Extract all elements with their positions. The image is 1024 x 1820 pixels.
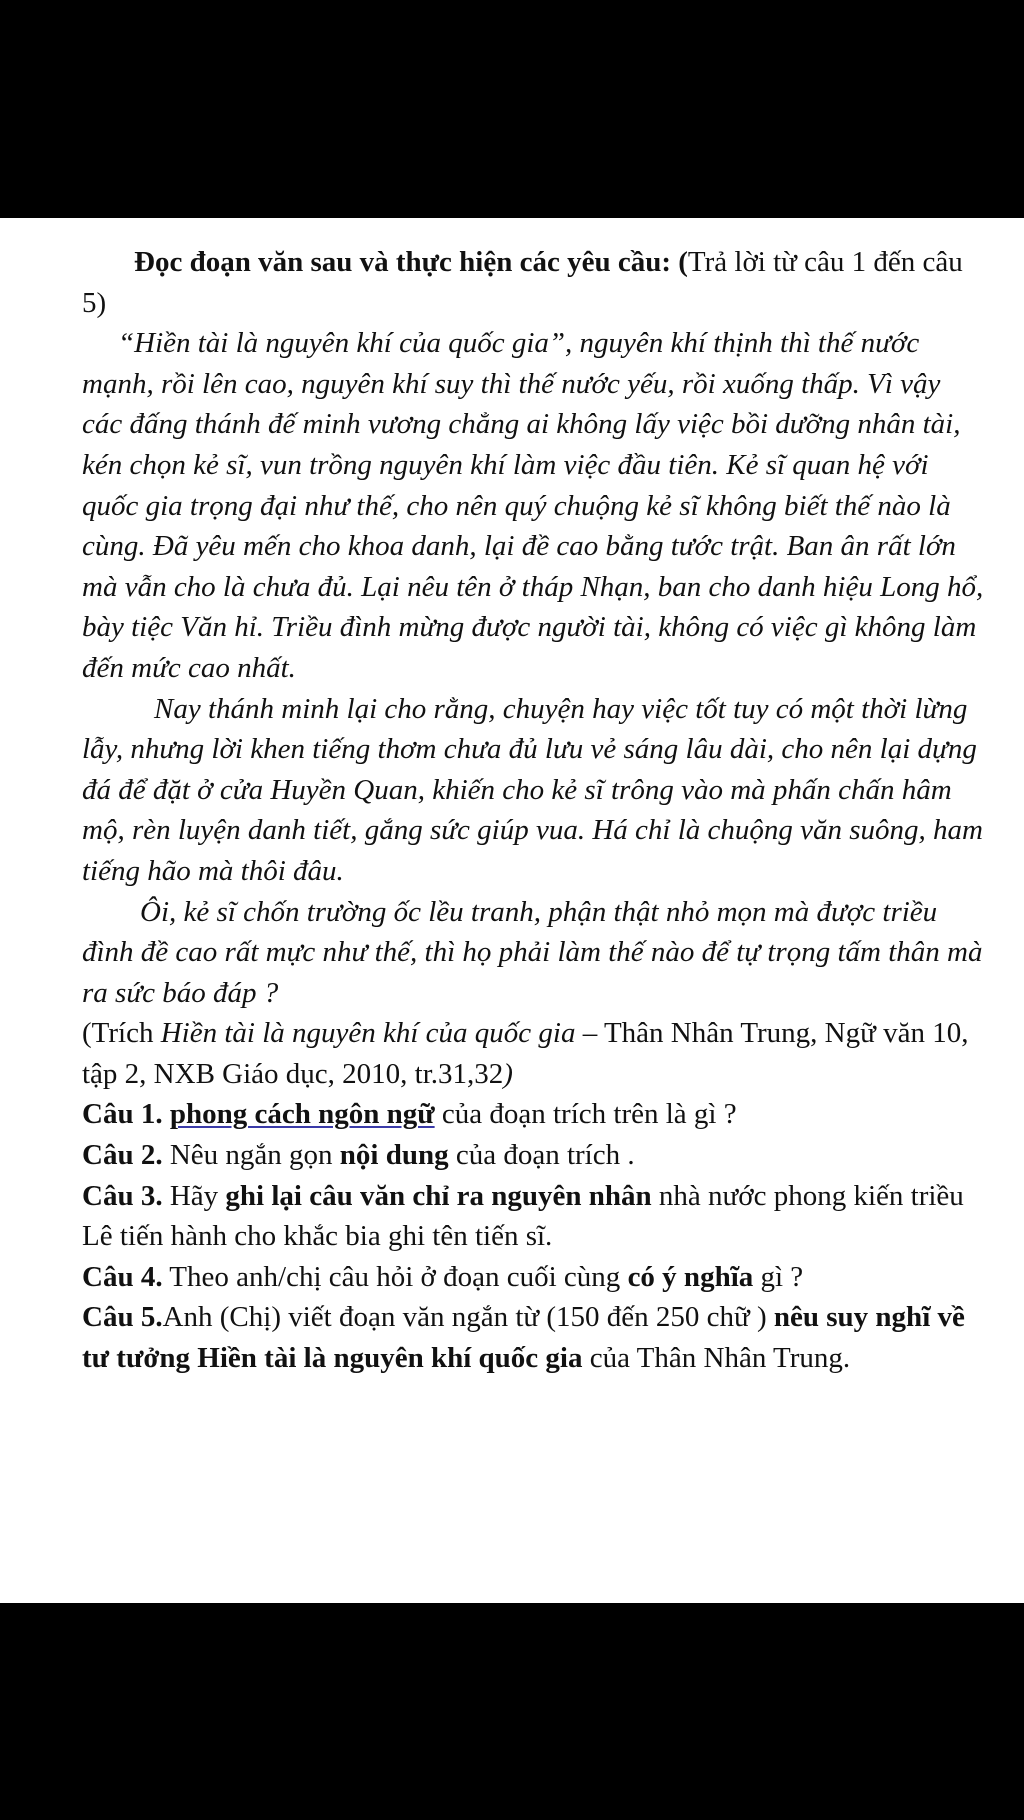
question-3-pre: Hãy	[162, 1179, 226, 1212]
question-1-label: Câu 1.	[82, 1098, 170, 1131]
question-4-label: Câu 4.	[82, 1260, 163, 1293]
question-3-emphasis: ghi lại câu văn chỉ ra nguyên nhân	[225, 1179, 652, 1212]
passage-paragraph-3: Ôi, kẻ sĩ chốn trường ốc lều tranh, phận thật nhỏ mọn mà được triều đình đề cao rất mực như thế, thì họ phải làm thế nào để tự trọng tấm thân mà ra sức báo đáp ?	[82, 895, 983, 1009]
question-1	[82, 1094, 984, 1135]
question-2-label: Câu 2.	[82, 1139, 163, 1172]
question-3-label: Câu 3.	[82, 1179, 163, 1212]
question-5-label: Câu 5.	[82, 1301, 163, 1334]
instruction-line	[82, 242, 984, 323]
instruction-bold: Đọc đoạn văn sau và thực hiện các yêu cầu: (	[134, 246, 688, 278]
question-1-text: của đoạn trích trên là gì ?	[434, 1098, 737, 1131]
question-4-emphasis: có ý nghĩa	[627, 1260, 754, 1293]
citation-open: (Trích	[82, 1017, 161, 1050]
question-5-pre: Anh (Chị) viết đoạn văn ngắn từ (150 đến 250 chữ )	[162, 1301, 767, 1334]
question-4-text: gì ?	[753, 1260, 804, 1293]
question-2	[82, 1135, 984, 1176]
citation	[82, 1013, 984, 1094]
question-1-emphasis: phong cách ngôn ngữ	[169, 1098, 435, 1131]
question-3-text: nhà nước phong kiến triều Lê tiến hành cho khắc bia ghi tên tiến sĩ.	[82, 1179, 964, 1253]
question-4	[82, 1257, 984, 1298]
passage-paragraph-2: Nay thánh minh lại cho rằng, chuyện hay việc tốt tuy có một thời lừng lẫy, nhưng lời khen tiếng thơm chưa đủ lưu vẻ sáng lâu dài, cho nên lại dựng đá để đặt ở cửa Huyền Quan, khiến cho kẻ sĩ trông vào mà phấn chấn hâm mộ, rèn luyện danh tiết, gắng sức giúp vua. Há chỉ là chuộng văn suông, ham tiếng hão mà thôi đâu.	[82, 692, 983, 887]
instruction-rest: Trả lời từ câu 1 đến câu 5)	[82, 246, 963, 319]
question-2-text: của đoạn trích .	[448, 1139, 635, 1172]
question-5-text: của Thân Nhân Trung.	[582, 1342, 851, 1375]
passage-paragraph-1: “Hiền tài là nguyên khí của quốc gia”, nguyên khí thịnh thì thế nước mạnh, rồi lên cao, nguyên khí suy thì thế nước yếu, rồi xuống thấp. Vì vậy các đấng thánh đế minh vương chẳng ai không lấy việc bồi dưỡng nhân tài, kén chọn kẻ sĩ, vun trồng nguyên khí làm việc đầu tiên. Kẻ sĩ quan hệ với quốc gia trọng đại như thế, cho nên quý chuộng kẻ sĩ không biết thế nào là cùng. Đã yêu mến cho khoa danh, lại đề cao bằng tước trật. Ban ân rất lớn mà vẫn cho là chưa đủ. Lại nêu tên ở tháp Nhạn, ban cho danh hiệu Long hổ, bày tiệc Văn hỉ. Triều đình mừng được người tài, không có việc gì không làm đến mức cao nhất.	[82, 327, 984, 684]
citation-close: )	[503, 1057, 513, 1090]
question-2-pre: Nêu ngắn gọn	[162, 1139, 340, 1172]
question-4-pre: Theo anh/chị câu hỏi ở đoạn cuối cùng	[162, 1260, 628, 1293]
question-5	[82, 1297, 984, 1378]
citation-title: Hiền tài là nguyên khí của quốc gia	[160, 1017, 576, 1050]
document-page	[0, 218, 1024, 1603]
question-5-emphasis: nêu suy nghĩ về tư tưởng Hiền tài là nguyên khí quốc gia	[82, 1301, 965, 1375]
citation-rest: – Thân Nhân Trung, Ngữ văn 10, tập 2, NXB Giáo dục, 2010, tr.31,32	[82, 1017, 969, 1090]
question-3	[82, 1176, 984, 1257]
question-2-emphasis: nội dung	[339, 1139, 449, 1172]
